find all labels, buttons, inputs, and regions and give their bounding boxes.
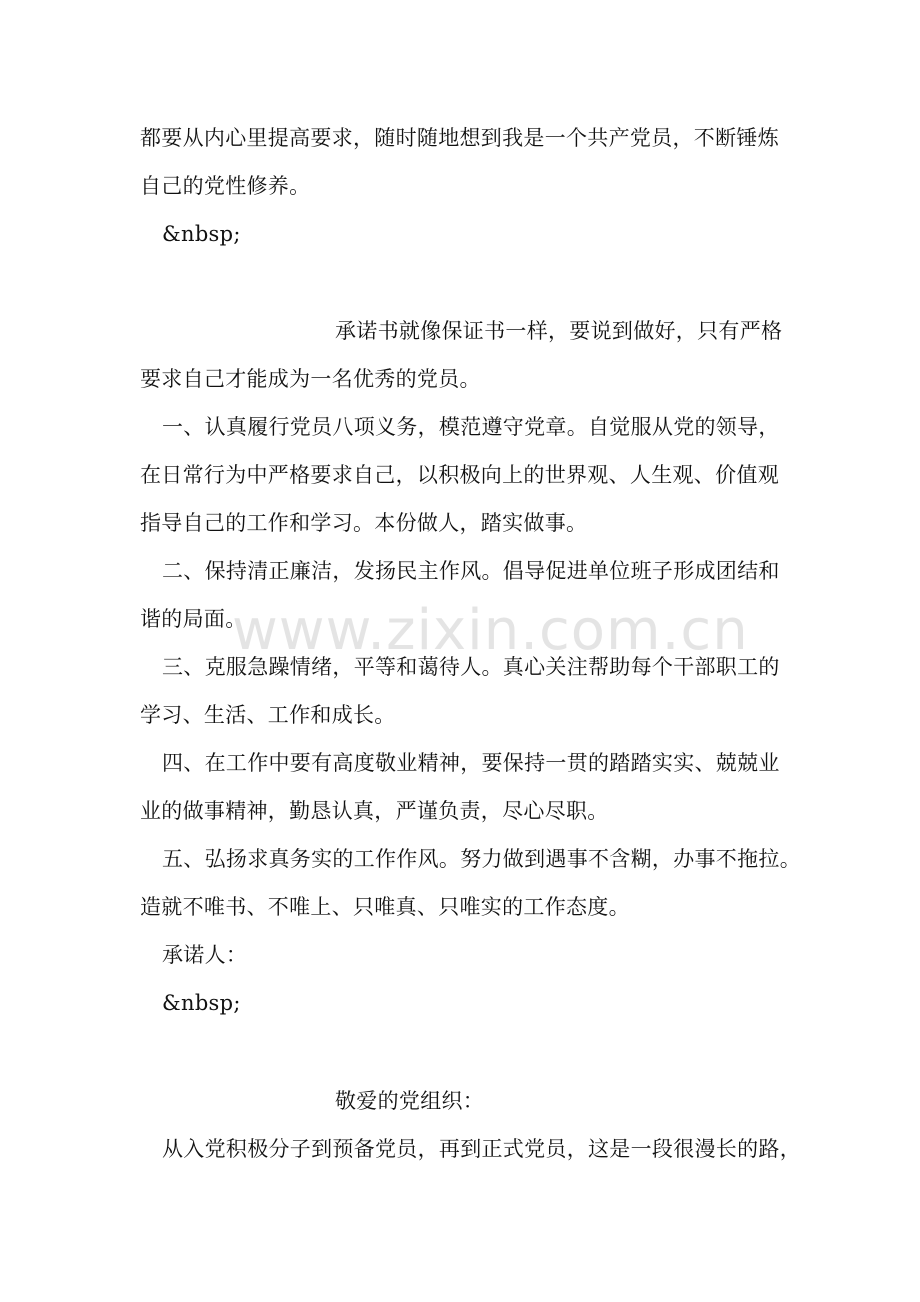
paragraph-line: 五、弘扬求真务实的工作作风。努力做到遇事不含糊，办事不拖拉。 <box>162 847 801 871</box>
salutation: 敬爱的党组织： <box>335 1089 485 1113</box>
paragraph-line: 承诺书就像保证书一样，要说到做好，只有严格 <box>335 319 783 343</box>
paragraph-line: 造就不唯书、不唯上、只唯真、只唯实的工作态度。 <box>140 895 630 919</box>
paragraph-line: 业的做事精神，勤恳认真，严谨负责，尽心尽职。 <box>140 799 609 823</box>
paragraph-line: 三、克服急躁情绪，平等和蔼待人。真心关注帮助每个干部职工的 <box>162 655 780 679</box>
paragraph-line: 指导自己的工作和学习。本份做人，踏实做事。 <box>140 511 588 535</box>
paragraph-line: 一、认真履行党员八项义务，模范遵守党章。自觉服从党的领导， <box>162 415 780 439</box>
paragraph-line: 自己的党性修养。 <box>140 174 311 198</box>
paragraph-line: 谐的局面。 <box>140 607 247 631</box>
nbsp-line: &nbsp; <box>162 222 241 246</box>
paragraph-line: 从入党积极分子到预备党员，再到正式党员，这是一段很漫长的路， <box>162 1137 801 1161</box>
paragraph-line: 在日常行为中严格要求自己，以积极向上的世界观、人生观、价值观 <box>140 463 779 487</box>
paragraph-line: 学习、生活、工作和成长。 <box>140 703 396 727</box>
paragraph-line: 二、保持清正廉洁，发扬民主作风。倡导促进单位班子形成团结和 <box>162 559 780 583</box>
paragraph-line: 四、在工作中要有高度敬业精神，要保持一贯的踏踏实实、兢兢业 <box>162 751 780 775</box>
watermark: www.zixin.com.cn <box>232 598 749 663</box>
signer-label: 承诺人： <box>162 943 248 967</box>
paragraph-line: 要求自己才能成为一名优秀的党员。 <box>140 367 481 391</box>
paragraph-line: 都要从内心里提高要求，随时随地想到我是一个共产党员，不断锤炼 <box>140 126 779 150</box>
nbsp-line: &nbsp; <box>162 991 241 1015</box>
